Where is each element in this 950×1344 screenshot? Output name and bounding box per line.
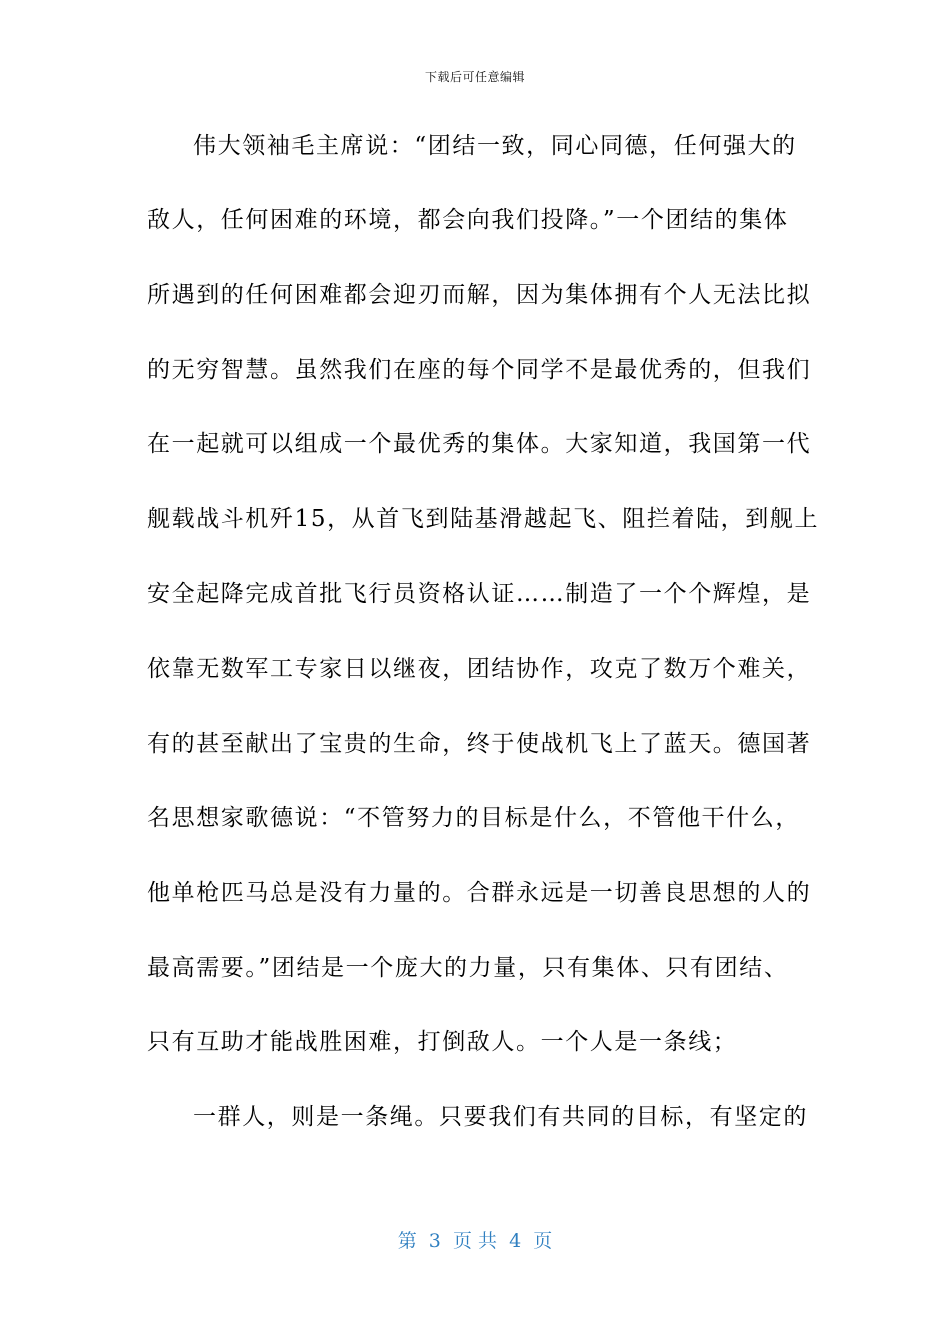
paragraph-1-line-5: 在一起就可以组成一个最优秀的集体。大家知道，我国第一代: [147, 431, 812, 457]
paragraph-1-line-9: 有的甚至献出了宝贵的生命，终于使战机飞上了蓝天。德国著: [147, 731, 812, 757]
paragraph-1-line-7: 安全起降完成首批飞行员资格认证……制造了一个个辉煌，是: [147, 581, 812, 607]
paragraph-1-line-3: 所遇到的任何困难都会迎刃而解，因为集体拥有个人无法比拟: [147, 282, 812, 308]
paragraph-1-line-1: 伟大领袖毛主席说：“团结一致，同心同德，任何强大的: [193, 133, 797, 159]
paragraph-1-line-10: 名思想家歌德说：“不管努力的目标是什么，不管他干什么，: [147, 805, 800, 831]
paragraph-1-line-8: 依靠无数军工专家日以继夜，团结协作，攻克了数万个难关，: [147, 656, 812, 682]
page-number-footer: 第 3 页 共 4 页: [397, 1230, 553, 1252]
paragraph-2-line-1: 一群人，则是一条绳。只要我们有共同的目标，有坚定的: [193, 1104, 808, 1130]
paragraph-1-line-11: 他单枪匹马总是没有力量的。合群永远是一切善良思想的人的: [147, 880, 812, 906]
header-note: 下载后可任意编辑: [424, 70, 525, 84]
paragraph-1-line-4: 的无穷智慧。虽然我们在座的每个同学不是最优秀的，但我们: [147, 357, 812, 383]
paragraph-1-line-2: 敌人，任何困难的环境，都会向我们投降。”一个团结的集体: [147, 207, 789, 233]
paragraph-1-line-6: 舰载战斗机歼15，从首飞到陆基滑越起飞、阻拦着陆，到舰上: [147, 506, 820, 532]
paragraph-1-line-12: 最高需要。”团结是一个庞大的力量，只有集体、只有团结、: [147, 955, 789, 981]
paragraph-1-line-13: 只有互助才能战胜困难，打倒敌人。一个人是一条线；: [147, 1029, 738, 1055]
